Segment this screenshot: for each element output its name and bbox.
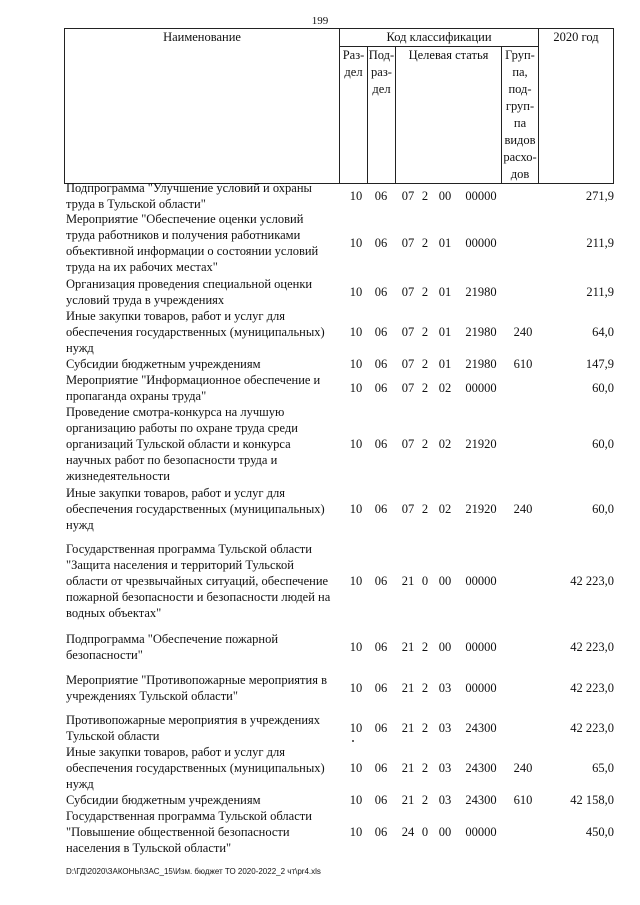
row-name-line: Подпрограмма "Обеспечение пожарной: [66, 632, 279, 646]
cell-podrazdel: 06: [374, 189, 388, 203]
cell-direction: 21920: [465, 437, 497, 451]
cell-program: 07: [401, 357, 415, 371]
cell-razdel: 10: [349, 437, 363, 451]
cell-direction: 24300: [465, 793, 497, 807]
cell-expense-type: 240: [513, 502, 533, 516]
column-header-year: 2020 год: [539, 29, 614, 184]
column-header-code: Код классификации: [340, 29, 539, 47]
row-name: [66, 808, 340, 856]
row-name-line: пожарной безопасности и безопасности людей на: [66, 590, 331, 604]
cell-subprogram: 2: [421, 502, 429, 516]
row-name-line: научных работ по безопасности труда и: [66, 453, 278, 467]
cell-event: 00: [438, 574, 452, 588]
cell-amount: 42 158,0: [570, 793, 614, 807]
cell-subprogram: 2: [421, 793, 429, 807]
cell-direction: 24300: [465, 721, 497, 735]
cell-razdel: 10: [349, 381, 363, 395]
cell-program: 07: [401, 437, 415, 451]
cell-amount: 211,9: [586, 236, 614, 250]
cell-amount: 42 223,0: [570, 721, 614, 735]
row-name: [66, 308, 340, 356]
cell-program: 21: [401, 574, 415, 588]
cell-amount: 450,0: [585, 825, 614, 839]
cell-program: 21: [401, 761, 415, 775]
cell-direction: 00000: [465, 381, 497, 395]
row-name-line: Субсидии бюджетным учреждениям: [66, 357, 261, 371]
cell-razdel: 10: [349, 357, 363, 371]
cell-direction: 21980: [465, 285, 497, 299]
column-header-name: Наименование: [65, 29, 340, 184]
cell-program: 07: [401, 325, 415, 339]
row-name-line: труда работников и получения работниками: [66, 228, 301, 242]
cell-razdel: 10: [349, 502, 363, 516]
cell-podrazdel: 06: [374, 285, 388, 299]
row-name-line: нужд: [66, 341, 94, 355]
cell-amount: 42 223,0: [570, 681, 614, 695]
row-name-line: Иные закупки товаров, работ и услуг для: [66, 486, 286, 500]
row-name-line: объективной информации о состоянии условий: [66, 244, 319, 258]
row-name-line: нужд: [66, 518, 94, 532]
cell-event: 02: [438, 381, 452, 395]
cell-program: 07: [401, 502, 415, 516]
cell-program: 21: [401, 640, 415, 654]
cell-event: 01: [438, 357, 452, 371]
cell-subprogram: 2: [421, 681, 429, 695]
cell-event: 03: [438, 721, 452, 735]
row-name: [66, 672, 340, 704]
column-header-podrazdel: Под- раз- дел: [368, 47, 396, 184]
row-name: [66, 180, 340, 212]
cell-event: 00: [438, 640, 452, 654]
cell-podrazdel: 06: [374, 761, 388, 775]
cell-razdel: 10: [349, 325, 363, 339]
row-name-line: области от чрезвычайных ситуаций, обеспечение: [66, 574, 329, 588]
row-name-line: Государственная программа Тульской области: [66, 809, 312, 823]
row-name-line: обеспечения государственных (муниципальных): [66, 325, 325, 339]
row-name: [66, 372, 340, 404]
cell-subprogram: 2: [421, 437, 429, 451]
cell-razdel: 10: [349, 721, 363, 735]
cell-direction: 00000: [465, 189, 497, 203]
row-name: [66, 485, 340, 533]
row-name: [66, 631, 340, 663]
cell-event: 01: [438, 325, 452, 339]
row-name-line: труда в Тульской области": [66, 197, 206, 211]
column-header-expense-group: Груп- па, под- груп- па видов расхо- дов: [502, 47, 539, 184]
row-name-line: Мероприятие "Обеспечение оценки условий: [66, 212, 304, 226]
cell-expense-type: 610: [513, 793, 533, 807]
cell-razdel: 10: [349, 793, 363, 807]
cell-podrazdel: 06: [374, 325, 388, 339]
row-name-line: Тульской области: [66, 729, 160, 743]
row-name: [66, 404, 340, 484]
cell-subprogram: 2: [421, 285, 429, 299]
cell-razdel: 10: [349, 285, 363, 299]
cell-event: 01: [438, 236, 452, 250]
cell-amount: 60,0: [592, 437, 614, 451]
row-name: [66, 712, 340, 744]
cell-program: 07: [401, 189, 415, 203]
cell-subprogram: 2: [421, 325, 429, 339]
cell-direction: 00000: [465, 825, 497, 839]
row-name: [66, 356, 340, 372]
row-name-line: Государственная программа Тульской области: [66, 542, 312, 556]
cell-direction: 24300: [465, 761, 497, 775]
row-name-line: водных объектах": [66, 606, 162, 620]
row-name-line: Подпрограмма "Улучшение условий и охраны: [66, 181, 312, 195]
cell-program: 07: [401, 285, 415, 299]
row-name-line: безопасности": [66, 648, 143, 662]
cell-podrazdel: 06: [374, 825, 388, 839]
cell-direction: 00000: [465, 681, 497, 695]
scan-speck: [352, 740, 354, 742]
cell-event: 03: [438, 761, 452, 775]
cell-amount: 42 223,0: [570, 574, 614, 588]
cell-program: 21: [401, 721, 415, 735]
row-name-line: "Защита населения и территорий Тульской: [66, 558, 294, 572]
row-name: [66, 541, 340, 621]
cell-razdel: 10: [349, 761, 363, 775]
cell-expense-type: 240: [513, 761, 533, 775]
cell-expense-type: 240: [513, 325, 533, 339]
cell-razdel: 10: [349, 574, 363, 588]
row-name-line: Субсидии бюджетным учреждениям: [66, 793, 261, 807]
cell-amount: 42 223,0: [570, 640, 614, 654]
table-header: [64, 28, 614, 184]
row-name-line: труда на их рабочих местах": [66, 260, 218, 274]
column-header-target-article: Целевая статья: [396, 47, 502, 184]
row-name-line: Организация проведения специальной оценки: [66, 277, 313, 291]
cell-program: 07: [401, 236, 415, 250]
cell-razdel: 10: [349, 189, 363, 203]
cell-amount: 147,9: [585, 357, 614, 371]
cell-subprogram: 0: [421, 574, 429, 588]
cell-direction: 21980: [465, 357, 497, 371]
cell-event: 02: [438, 502, 452, 516]
cell-podrazdel: 06: [374, 721, 388, 735]
column-header-razdel: Раз- дел: [340, 47, 368, 184]
cell-podrazdel: 06: [374, 357, 388, 371]
row-name-line: нужд: [66, 777, 94, 791]
cell-amount: 211,9: [586, 285, 614, 299]
row-name-line: обеспечения государственных (муниципальных): [66, 761, 325, 775]
cell-subprogram: 2: [421, 357, 429, 371]
cell-direction: 21920: [465, 502, 497, 516]
cell-subprogram: 2: [421, 236, 429, 250]
row-name-line: Мероприятие "Информационное обеспечение и: [66, 373, 321, 387]
cell-direction: 00000: [465, 640, 497, 654]
row-name-line: населения в Тульской области": [66, 841, 232, 855]
cell-podrazdel: 06: [374, 437, 388, 451]
cell-amount: 64,0: [592, 325, 614, 339]
page-number: 199: [311, 15, 329, 27]
cell-direction: 21980: [465, 325, 497, 339]
row-name-line: Противопожарные мероприятия в учреждениях: [66, 713, 321, 727]
cell-razdel: 10: [349, 681, 363, 695]
cell-event: 02: [438, 437, 452, 451]
row-name-line: организацию работы по охране труда среди: [66, 421, 298, 435]
row-name-line: Мероприятие "Противопожарные мероприятия в: [66, 673, 327, 687]
cell-direction: 00000: [465, 574, 497, 588]
cell-program: 24: [401, 825, 415, 839]
row-name-line: Проведение смотра-конкурса на лучшую: [66, 405, 285, 419]
cell-subprogram: 0: [421, 825, 429, 839]
cell-razdel: 10: [349, 236, 363, 250]
cell-event: 01: [438, 285, 452, 299]
cell-subprogram: 2: [421, 761, 429, 775]
row-name-line: организаций Тульской области и конкурса: [66, 437, 291, 451]
cell-amount: 65,0: [592, 761, 614, 775]
cell-razdel: 10: [349, 640, 363, 654]
row-name: [66, 276, 340, 308]
cell-event: 03: [438, 681, 452, 695]
cell-subprogram: 2: [421, 189, 429, 203]
cell-event: 00: [438, 825, 452, 839]
row-name: [66, 211, 340, 275]
cell-podrazdel: 06: [374, 640, 388, 654]
cell-subprogram: 2: [421, 640, 429, 654]
row-name-line: пропаганда охраны труда": [66, 389, 207, 403]
cell-podrazdel: 06: [374, 793, 388, 807]
row-name-line: "Повышение общественной безопасности: [66, 825, 290, 839]
row-name: [66, 792, 340, 808]
cell-direction: 00000: [465, 236, 497, 250]
row-name-line: Иные закупки товаров, работ и услуг для: [66, 309, 286, 323]
cell-program: 21: [401, 793, 415, 807]
cell-expense-type: 610: [513, 357, 533, 371]
row-name-line: учреждениях Тульской области": [66, 689, 238, 703]
cell-subprogram: 2: [421, 381, 429, 395]
row-name-line: обеспечения государственных (муниципальных): [66, 502, 325, 516]
cell-podrazdel: 06: [374, 381, 388, 395]
cell-razdel: 10: [349, 825, 363, 839]
cell-amount: 271,9: [585, 189, 614, 203]
cell-program: 21: [401, 681, 415, 695]
cell-podrazdel: 06: [374, 574, 388, 588]
row-name: [66, 744, 340, 792]
cell-podrazdel: 06: [374, 681, 388, 695]
file-path-footer: D:\ГД\2020\ЗАКОНЫ\ЗАС_15\Изм. бюджет ТО 2020-2022_2 чт\pr4.xls: [66, 867, 321, 876]
cell-podrazdel: 06: [374, 236, 388, 250]
cell-podrazdel: 06: [374, 502, 388, 516]
cell-amount: 60,0: [592, 502, 614, 516]
cell-event: 00: [438, 189, 452, 203]
row-name-line: условий труда в учреждениях: [66, 293, 225, 307]
cell-event: 03: [438, 793, 452, 807]
cell-amount: 60,0: [592, 381, 614, 395]
row-name-line: Иные закупки товаров, работ и услуг для: [66, 745, 286, 759]
cell-subprogram: 2: [421, 721, 429, 735]
cell-program: 07: [401, 381, 415, 395]
row-name-line: жизнедеятельности: [66, 469, 170, 483]
